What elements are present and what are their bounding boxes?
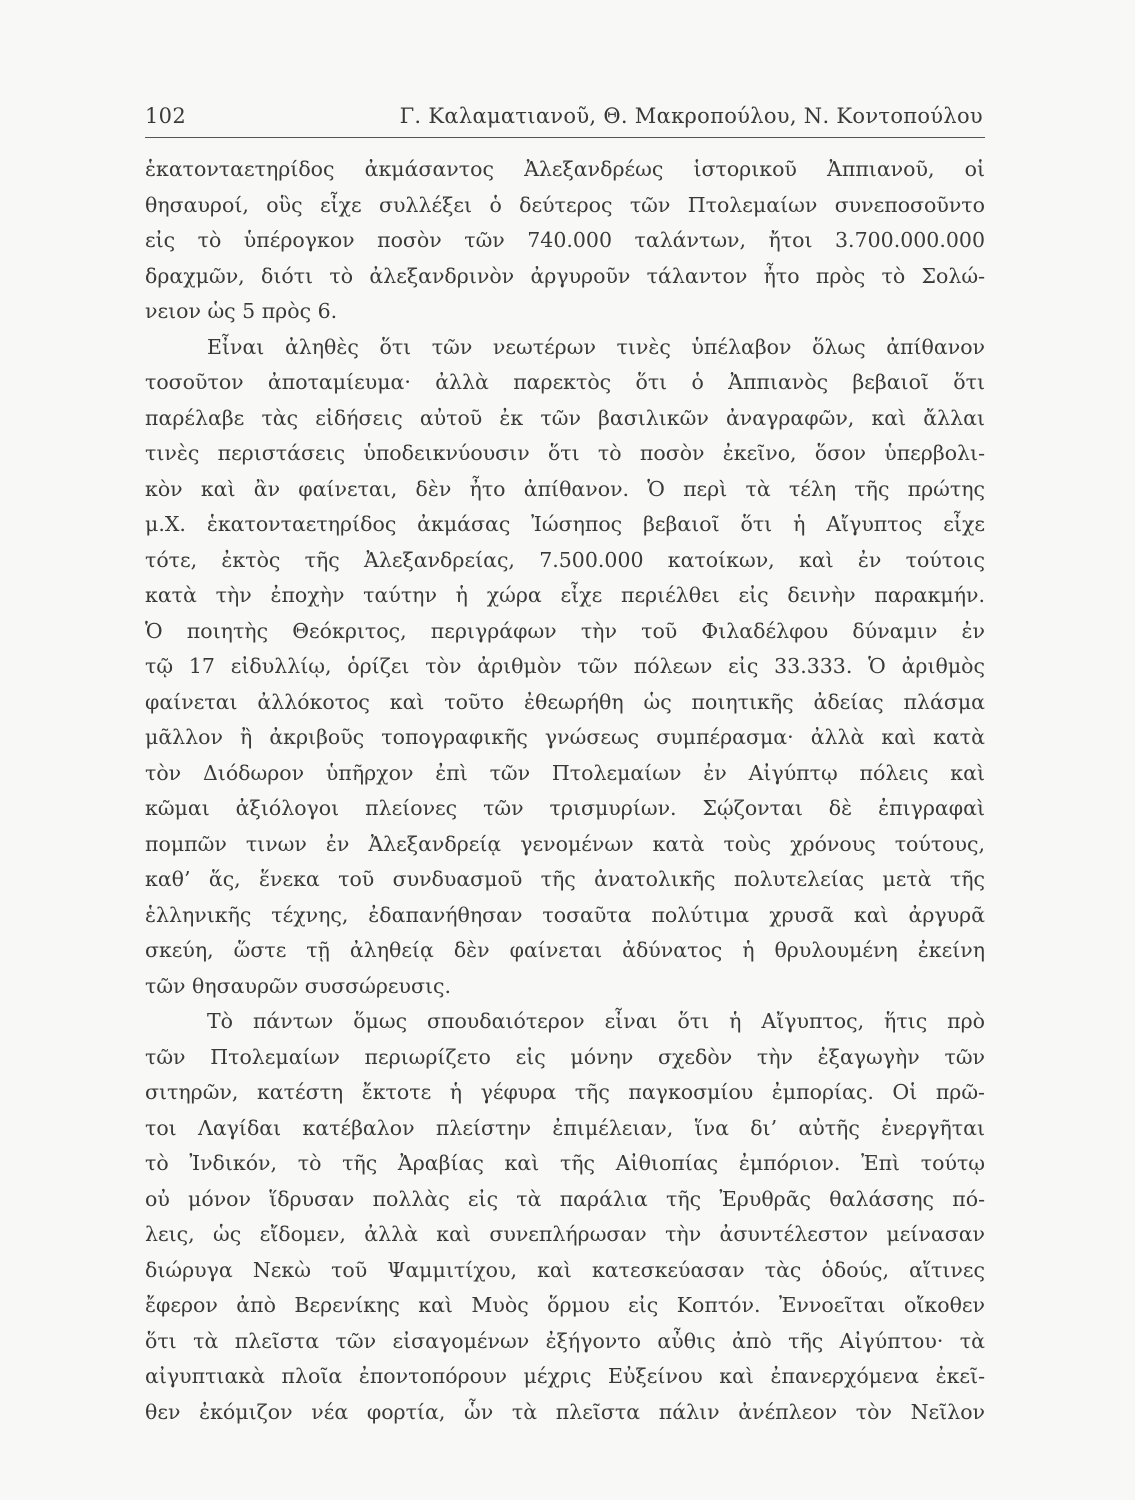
text-line: κὸν καὶ ἂν φαίνεται, δὲν ἦτο ἀπίθανον. Ὁ περὶ τὰ τέλη τῆς πρώτης: [145, 476, 985, 501]
text-line: καθ’ ἅς, ἕνεκα τοῦ συνδυασμοῦ τῆς ἀνατολικῆς πολυτελείας μετὰ τῆς: [145, 867, 985, 891]
text-line: κατὰ τὴν ἐποχὴν ταύτην ἡ χώρα εἶχε περιέλθει εἰς δεινὴν παρακμήν.: [145, 583, 985, 607]
header-rule: [145, 137, 985, 138]
text-line: φαίνεται ἀλλόκοτος καὶ τοῦτο ἐθεωρήθη ὡς ποιητικῆς ἀδείας πλάσμα: [145, 689, 985, 714]
text-line: νειον ὡς 5 πρὸς 6.: [145, 299, 338, 323]
page-header: [145, 104, 983, 132]
text-line: τῶν Πτολεμαίων περιωρίζετο εἰς μόνην σχεδὸν τὴν ἐξαγωγὴν τῶν: [145, 1044, 985, 1069]
body-text: [145, 152, 985, 1430]
text-line: δραχμῶν, διότι τὸ ἀλεξανδρινὸν ἀργυροῦν τάλαντον ἦτο πρὸς τὸ Σολώ-: [145, 263, 985, 288]
text-line: τοσοῦτον ἀποταμίευμα· ἀλλὰ παρεκτὸς ὅτι ὁ Ἀππιανὸς βεβαιοῖ ὅτι: [145, 370, 985, 394]
text-line: ἔφερον ἀπὸ Βερενίκης καὶ Μυὸς ὅρμου εἰς Κοπτόν. Ἐννοεῖται οἴκοθεν: [145, 1293, 985, 1317]
running-title: Γ. Καλαματιανοῦ, Θ. Μακροπούλου, Ν. Κοντοπούλου: [399, 104, 983, 128]
text-line: τὸ Ἰνδικόν, τὸ τῆς Ἀραβίας καὶ τῆς Αἰθιοπίας ἐμπόριον. Ἐπὶ τούτῳ: [145, 1151, 985, 1175]
text-line: λεις, ὡς εἴδομεν, ἀλλὰ καὶ συνεπλήρωσαν τὴν ἀσυντέλεστον μείνασαν: [145, 1222, 985, 1246]
text-line: τοι Λαγίδαι κατέβαλον πλείστην ἐπιμέλειαν, ἵνα δι’ αὐτῆς ἐνεργῆται: [145, 1115, 985, 1140]
text-line: θεν ἐκόμιζον νέα φορτία, ὧν τὰ πλεῖστα πάλιν ἀνέπλεον τὸν Νεῖλον: [145, 1399, 985, 1424]
text-line: οὐ μόνον ἵδρυσαν πολλὰς εἰς τὰ παράλια τῆς Ἐρυθρᾶς θαλάσσης πό-: [145, 1186, 985, 1211]
text-line: Εἶναι ἀληθὲς ὅτι τῶν νεωτέρων τινὲς ὑπέλαβον ὅλως ἀπίθανον: [207, 334, 985, 359]
text-line: τινὲς περιστάσεις ὑποδεικνύουσιν ὅτι τὸ ποσὸν ἐκεῖνο, ὅσον ὑπερβολι-: [145, 441, 985, 465]
text-line: σιτηρῶν, κατέστη ἔκτοτε ἡ γέφυρα τῆς παγκοσμίου ἐμπορίας. Οἱ πρῶ-: [145, 1080, 985, 1104]
text-line: Ὁ ποιητὴς Θεόκριτος, περιγράφων τὴν τοῦ Φιλαδέλφου δύναμιν ἐν: [145, 618, 985, 643]
text-line: εἰς τὸ ὑπέρογκον ποσὸν τῶν 740.000 ταλάντων, ἤτοι 3.700.000.000: [145, 228, 985, 252]
text-line: παρέλαβε τὰς εἰδήσεις αὐτοῦ ἐκ τῶν βασιλικῶν ἀναγραφῶν, καὶ ἄλλαι: [145, 405, 985, 430]
text-line: σκεύη, ὥστε τῇ ἀληθείᾳ δὲν φαίνεται ἀδύνατος ἡ θρυλουμένη ἐκείνη: [145, 938, 985, 962]
text-line: τῶν θησαυρῶν συσσώρευσις.: [145, 973, 452, 998]
text-line: ἑλληνικῆς τέχνης, ἐδαπανήθησαν τοσαῦτα πολύτιμα χρυσᾶ καὶ ἀργυρᾶ: [145, 902, 985, 927]
text-line: διώρυγα Νεκὼ τοῦ Ψαμμιτίχου, καὶ κατεσκεύασαν τὰς ὁδούς, αἵτινες: [145, 1257, 985, 1282]
text-line: τῷ 17 εἰδυλλίῳ, ὁρίζει τὸν ἀριθμὸν τῶν πόλεων εἰς 33.333. Ὁ ἀριθμὸς: [145, 654, 985, 678]
text-line: τὸν Διόδωρον ὑπῆρχον ἐπὶ τῶν Πτολεμαίων ἐν Αἰγύπτῳ πόλεις καὶ: [145, 760, 985, 785]
text-line: πομπῶν τινων ἐν Ἀλεξανδρείᾳ γενομένων κατὰ τοὺς χρόνους τούτους,: [145, 831, 985, 856]
text-line: μ.Χ. ἑκατονταετηρίδος ἀκμάσας Ἰώσηπος βεβαιοῖ ὅτι ἡ Αἴγυπτος εἶχε: [145, 512, 985, 536]
text-line: αἰγυπτιακὰ πλοῖα ἐποντοπόρουν μέχρις Εὐξείνου καὶ ἐπανερχόμενα ἐκεῖ-: [145, 1364, 985, 1388]
text-line: μᾶλλον ἢ ἀκριβοῦς τοπογραφικῆς γνώσεως συμπέρασμα· ἀλλὰ καὶ κατὰ: [145, 725, 985, 749]
text-line: κῶμαι ἀξιόλογοι πλείονες τῶν τρισμυρίων. Σῴζονται δὲ ἐπιγραφαὶ: [145, 796, 985, 820]
text-line: ἑκατονταετηρίδος ἀκμάσαντος Ἀλεξανδρέως ἱστορικοῦ Ἀππιανοῦ, οἱ: [145, 157, 985, 181]
text-line: ὅτι τὰ πλεῖστα τῶν εἰσαγομένων ἐξήγοντο αὖθις ἀπὸ τῆς Αἰγύπτου· τὰ: [145, 1328, 985, 1353]
text-line: Τὸ πάντων ὅμως σπουδαιότερον εἶναι ὅτι ἡ Αἴγυπτος, ἥτις πρὸ: [207, 1009, 985, 1033]
text-line: τότε, ἐκτὸς τῆς Ἀλεξανδρείας, 7.500.000 κατοίκων, καὶ ἐν τούτοις: [145, 547, 985, 572]
text-line: θησαυροί, οὓς εἶχε συλλέξει ὁ δεύτερος τῶν Πτολεμαίων συνεποσοῦντο: [145, 192, 985, 217]
page-number: 102: [145, 104, 186, 128]
